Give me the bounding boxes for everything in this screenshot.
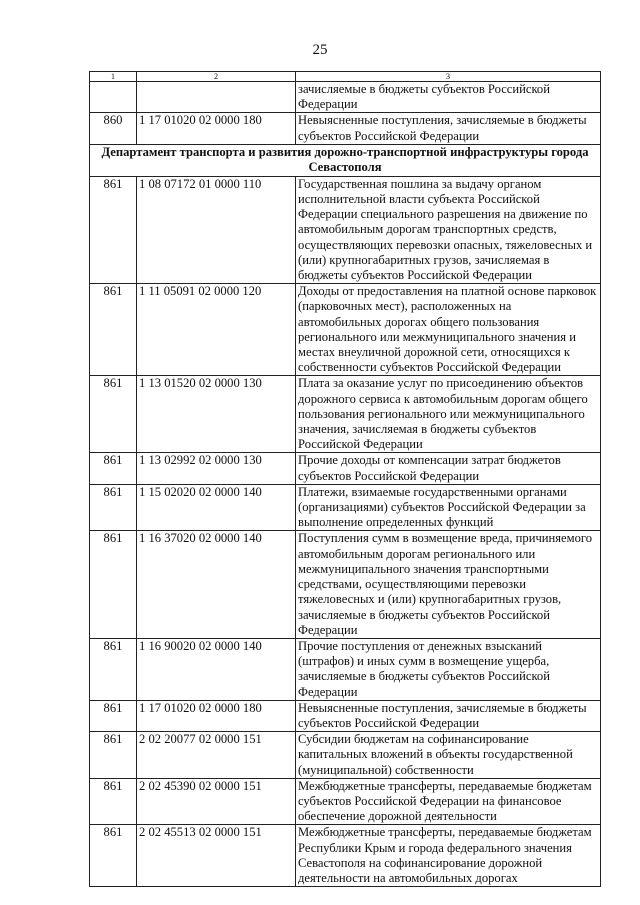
- budget-code-cell: 1 15 02020 02 0000 140: [137, 484, 296, 531]
- column-number-row: [90, 72, 601, 82]
- revenue-name-cell: Невыясненные поступления, зачисляемые в бюджеты субъектов Российской Федерации: [296, 700, 601, 731]
- admin-code-cell: 861: [90, 176, 137, 283]
- budget-code-cell: 1 13 01520 02 0000 130: [137, 376, 296, 453]
- table-row: [90, 376, 601, 453]
- table-row: [90, 113, 601, 144]
- table-row: [90, 732, 601, 779]
- budget-code-cell: 1 13 02992 02 0000 130: [137, 453, 296, 484]
- admin-code-cell: 861: [90, 825, 137, 887]
- budget-code-cell: 1 11 05091 02 0000 120: [137, 284, 296, 376]
- budget-code-cell: 1 08 07172 01 0000 110: [137, 176, 296, 283]
- revenue-name-cell: Прочие доходы от компенсации затрат бюджетов субъектов Российской Федерации: [296, 453, 601, 484]
- revenue-name-cell: Невыясненные поступления, зачисляемые в бюджеты субъектов Российской Федерации: [296, 113, 601, 144]
- admin-code-cell: 861: [90, 638, 137, 700]
- admin-code-cell: 861: [90, 700, 137, 731]
- admin-code-cell: 860: [90, 113, 137, 144]
- budget-code-cell: 2 02 45513 02 0000 151: [137, 825, 296, 887]
- table-row: [90, 700, 601, 731]
- budget-code-cell: 2 02 20077 02 0000 151: [137, 732, 296, 779]
- admin-code-cell: 861: [90, 778, 137, 825]
- table-body: [90, 72, 601, 887]
- revenue-name-cell: Прочие поступления от денежных взысканий (штрафов) и иных сумм в возмещение ущерба, зачисляемые в бюджеты субъектов Российской Федерации: [296, 638, 601, 700]
- column-number-2: 2: [137, 72, 296, 82]
- budget-code-cell: 1 17 01020 02 0000 180: [137, 700, 296, 731]
- column-number-3: 3: [296, 72, 601, 82]
- table-row: [90, 82, 601, 113]
- department-heading-row: [90, 144, 601, 176]
- revenue-name-cell: Доходы от предоставления на платной основе парковок (парковочных мест), расположенных на автомобильных дорогах общего пользования регионального или межмуниципального значения и местах внеуличной дорожной сети, относящихся к собственности субъектов Российской Федерации: [296, 284, 601, 376]
- admin-code-cell: 861: [90, 732, 137, 779]
- admin-code-cell: 861: [90, 453, 137, 484]
- admin-code-cell: 861: [90, 531, 137, 638]
- revenue-name-cell: Субсидии бюджетам на софинансирование капитальных вложений в объекты государственной (муниципальной) собственности: [296, 732, 601, 779]
- budget-code-cell: [137, 82, 296, 113]
- budget-code-cell: 1 17 01020 02 0000 180: [137, 113, 296, 144]
- table-row: [90, 453, 601, 484]
- column-number-1: 1: [90, 72, 137, 82]
- table-row: [90, 176, 601, 283]
- revenue-name-cell: Межбюджетные трансферты, передаваемые бюджетам Республики Крым и города федерального значения Севастополя на софинансирование дорожной деятельности на автомобильных дорогах: [296, 825, 601, 887]
- revenue-code-table: [89, 71, 601, 887]
- table-row: [90, 825, 601, 887]
- budget-code-cell: 2 02 45390 02 0000 151: [137, 778, 296, 825]
- table-row: [90, 284, 601, 376]
- page-number: 25: [312, 42, 328, 58]
- revenue-name-cell: Поступления сумм в возмещение вреда, причиняемого автомобильным дорогам регионального или межмуниципального значения транспортными средствами, осуществляющими перевозки тяжеловесных и (или) крупногабаритных грузов, зачисляемые в бюджеты субъектов Российской Федерации: [296, 531, 601, 638]
- budget-code-cell: 1 16 37020 02 0000 140: [137, 531, 296, 638]
- revenue-name-cell: Плата за оказание услуг по присоединению объектов дорожного сервиса к автомобильным дорогам общего пользования регионального или межмуниципального значения, зачисляемая в бюджеты субъектов Российской Федерации: [296, 376, 601, 453]
- admin-code-cell: 861: [90, 284, 137, 376]
- revenue-name-cell: Межбюджетные трансферты, передаваемые бюджетам субъектов Российской Федерации на финансовое обеспечение дорожной деятельности: [296, 778, 601, 825]
- admin-code-cell: 861: [90, 484, 137, 531]
- revenue-name-cell: Платежи, взимаемые государственными органами (организациями) субъектов Российской Федерации за выполнение определенных функций: [296, 484, 601, 531]
- table-row: [90, 531, 601, 638]
- admin-code-cell: 861: [90, 376, 137, 453]
- budget-code-cell: 1 16 90020 02 0000 140: [137, 638, 296, 700]
- table-row: [90, 778, 601, 825]
- table-row: [90, 638, 601, 700]
- table-row: [90, 484, 601, 531]
- revenue-name-cell: зачисляемые в бюджеты субъектов Российской Федерации: [296, 82, 601, 113]
- revenue-name-cell: Государственная пошлина за выдачу органом исполнительной власти субъекта Российской Федерации специального разрешения на движение по автомобильным дорогам транспортных средств, осуществляющих перевозки опасных, тяжеловесных и (или) крупногабаритных грузов, зачисляемая в бюджеты субъектов Российской Федерации: [296, 176, 601, 283]
- department-heading: Департамент транспорта и развития дорожно-транспортной инфраструктуры города Севастополя: [90, 144, 601, 176]
- admin-code-cell: [90, 82, 137, 113]
